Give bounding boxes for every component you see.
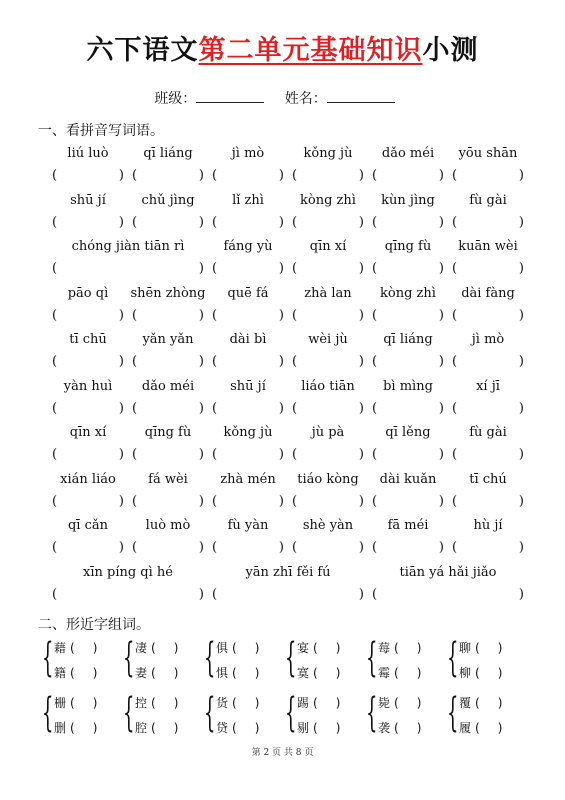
pinyin-word: dài bì — [229, 332, 267, 347]
pinyin-word: kǒng jù — [303, 146, 353, 161]
char-pair — [204, 692, 284, 738]
answer-blank[interactable]: () — [313, 696, 359, 710]
char-label: 覆 — [459, 696, 472, 710]
answer-blank[interactable]: ( ) — [452, 400, 524, 416]
pinyin-row — [48, 425, 528, 472]
answer-blank[interactable]: ( ) — [132, 354, 204, 369]
answer-blank[interactable]: ( ) — [212, 586, 364, 602]
char-label: 踢 — [297, 696, 310, 710]
title-part-1: 六下语文 — [86, 35, 199, 66]
char-entry[interactable] — [459, 719, 520, 736]
answer-blank[interactable]: () — [394, 721, 440, 735]
brace-icon: { — [204, 690, 216, 736]
char-entry[interactable] — [297, 664, 358, 681]
answer-blank[interactable]: ( ) — [132, 307, 204, 323]
title-highlight: 第二单元基础知识 — [198, 35, 423, 66]
answer-blank[interactable]: () — [70, 696, 116, 710]
answer-blank[interactable]: ( ) — [52, 168, 124, 183]
brace-icon: { — [123, 690, 135, 736]
class-label: 班级： — [154, 91, 197, 107]
answer-blank[interactable]: ( ) — [292, 354, 364, 369]
brace-icon: { — [204, 635, 216, 681]
answer-blank[interactable]: ( ) — [292, 400, 364, 416]
pinyin-word: qīng fù — [384, 239, 432, 254]
answer-blank[interactable]: () — [232, 666, 278, 680]
pinyin-word: shēn zhòng — [130, 285, 206, 301]
answer-blank[interactable]: ( ) — [52, 307, 124, 323]
answer-blank[interactable]: ( ) — [212, 214, 284, 230]
answer-blank[interactable]: ( ) — [452, 168, 524, 183]
char-entry[interactable] — [297, 719, 358, 736]
char-entry[interactable] — [216, 639, 277, 656]
pinyin-row — [48, 518, 528, 565]
pinyin-word: zhà mén — [220, 471, 276, 487]
answer-blank[interactable]: ( ) — [52, 354, 124, 369]
answer-blank[interactable]: ( ) — [132, 540, 204, 555]
pinyin-word: kǒng jù — [223, 425, 273, 440]
pinyin-word: liú luò — [67, 146, 109, 161]
answer-blank[interactable]: ( ) — [372, 540, 444, 555]
answer-blank[interactable]: () — [313, 641, 359, 655]
answer-blank[interactable]: ( ) — [452, 261, 524, 276]
pinyin-word: luò mò — [145, 518, 191, 533]
pinyin-word: fù yàn — [227, 518, 269, 533]
char-label: 凄 — [135, 641, 148, 655]
brace-icon: { — [366, 635, 378, 681]
char-label: 袭 — [378, 721, 391, 735]
pinyin-word: xián liáo — [60, 471, 116, 487]
answer-blank[interactable]: () — [232, 641, 278, 655]
pinyin-word: shū jí — [70, 192, 106, 208]
char-pair — [123, 637, 203, 683]
answer-blank[interactable]: () — [313, 721, 359, 735]
answer-blank[interactable]: ( ) — [52, 540, 124, 555]
section1-heading: 一、看拼音写词语。 — [38, 123, 164, 139]
brace-icon: { — [42, 690, 54, 736]
answer-blank[interactable]: () — [475, 666, 521, 680]
answer-blank[interactable]: ( ) — [372, 168, 444, 183]
pinyin-word: zhà lan — [304, 285, 352, 301]
student-info — [0, 88, 565, 108]
char-entry[interactable] — [378, 694, 439, 711]
answer-blank[interactable]: ( ) — [292, 214, 364, 230]
char-label: 妻 — [135, 666, 148, 680]
pinyin-word: tī chū — [69, 332, 107, 347]
answer-blank[interactable]: ( ) — [212, 400, 284, 416]
char-entry[interactable] — [54, 719, 115, 736]
answer-blank[interactable]: ( ) — [52, 493, 124, 509]
char-label: 货 — [216, 696, 229, 710]
char-entry[interactable] — [135, 664, 196, 681]
pinyin-word: tiáo kòng — [297, 471, 359, 487]
brace-icon: { — [42, 635, 54, 681]
pinyin-word: kùn jìng — [381, 192, 435, 208]
pinyin-word: qīn xí — [69, 425, 107, 440]
char-label: 宴 — [297, 641, 310, 655]
pinyin-word: jì mò — [471, 332, 505, 347]
answer-blank[interactable]: () — [475, 721, 521, 735]
pinyin-row — [48, 146, 528, 193]
pinyin-word: tiān yá hǎi jiǎo — [399, 564, 497, 580]
pinyin-row — [48, 472, 528, 519]
pinyin-word: kuān wèi — [458, 239, 518, 254]
answer-blank[interactable]: () — [151, 721, 197, 735]
char-label: 柳 — [459, 666, 472, 680]
answer-blank[interactable]: ( ) — [452, 307, 524, 323]
pinyin-word: qī liáng — [383, 332, 433, 347]
answer-blank[interactable]: ( ) — [452, 354, 524, 369]
char-label: 俱 — [216, 641, 229, 655]
char-entry[interactable] — [216, 694, 277, 711]
pinyin-grid — [48, 146, 528, 611]
char-entry[interactable] — [216, 719, 277, 736]
pinyin-word: xí jī — [476, 378, 500, 394]
answer-blank[interactable]: ( ) — [132, 400, 204, 416]
pinyin-word: fá wèi — [148, 471, 188, 487]
char-pair — [366, 637, 446, 683]
answer-blank[interactable]: ( ) — [52, 400, 124, 416]
char-pair — [42, 692, 122, 738]
pinyin-word: fā méi — [387, 518, 429, 533]
char-entry[interactable] — [135, 719, 196, 736]
pinyin-row — [48, 332, 528, 379]
answer-blank[interactable]: ( ) — [292, 307, 364, 323]
char-pair — [366, 692, 446, 738]
answer-blank[interactable]: ( ) — [292, 493, 364, 509]
answer-blank[interactable]: () — [313, 666, 359, 680]
pinyin-word: hù jí — [473, 518, 503, 533]
char-entry[interactable] — [297, 639, 358, 656]
class-field[interactable] — [196, 90, 264, 103]
pinyin-word: quē fá — [227, 285, 269, 301]
char-label: 履 — [459, 721, 472, 735]
answer-blank[interactable]: () — [151, 666, 197, 680]
pinyin-word: yàn huì — [63, 378, 113, 394]
pinyin-word: fù gài — [469, 425, 507, 440]
char-pair — [123, 692, 203, 738]
answer-blank[interactable]: () — [394, 696, 440, 710]
answer-blank[interactable]: ( ) — [212, 168, 284, 183]
brace-icon: { — [123, 635, 135, 681]
char-label: 贷 — [216, 721, 229, 735]
answer-blank[interactable]: ( ) — [372, 214, 444, 230]
answer-blank[interactable]: () — [232, 696, 278, 710]
char-label: 霉 — [378, 666, 391, 680]
char-label: 籍 — [54, 666, 67, 680]
answer-blank[interactable]: ( ) — [452, 447, 524, 462]
answer-blank[interactable]: ( ) — [212, 447, 284, 462]
name-field[interactable] — [327, 90, 395, 103]
char-pair — [204, 637, 284, 683]
char-entry[interactable] — [216, 664, 277, 681]
pinyin-word: kòng zhì — [300, 192, 356, 208]
pinyin-word: dǎo méi — [381, 146, 435, 161]
answer-blank[interactable]: ( ) — [52, 261, 204, 276]
answer-blank[interactable]: ( ) — [52, 586, 204, 602]
char-entry[interactable] — [54, 694, 115, 711]
answer-blank[interactable]: ( ) — [132, 168, 204, 183]
char-entry[interactable] — [459, 639, 520, 656]
pinyin-word: fù gài — [469, 192, 507, 208]
answer-blank[interactable]: () — [151, 641, 197, 655]
answer-blank[interactable]: ( ) — [372, 261, 444, 276]
pinyin-row — [48, 239, 528, 286]
char-label: 寞 — [297, 666, 310, 680]
answer-blank[interactable]: ( ) — [372, 586, 524, 602]
pinyin-word: yān zhī fěi fú — [245, 564, 331, 580]
pinyin-word: qīn xí — [309, 239, 347, 254]
char-label: 剔 — [297, 721, 310, 735]
answer-blank[interactable]: ( ) — [372, 447, 444, 462]
pinyin-word: shè yàn — [302, 518, 354, 533]
answer-blank[interactable]: ( ) — [372, 307, 444, 323]
brace-icon: { — [285, 690, 297, 736]
char-pair — [285, 637, 365, 683]
answer-blank[interactable]: () — [394, 666, 440, 680]
pinyin-word: qī cǎn — [67, 518, 108, 533]
pinyin-row — [48, 565, 528, 612]
char-label: 莓 — [378, 641, 391, 655]
char-entry[interactable] — [54, 664, 115, 681]
answer-blank[interactable]: () — [70, 641, 116, 655]
pinyin-word: liáo tiān — [301, 378, 355, 394]
char-label: 删 — [54, 721, 67, 735]
answer-blank[interactable]: ( ) — [212, 540, 284, 555]
name-label: 姓名： — [284, 91, 327, 107]
answer-blank[interactable]: () — [475, 696, 521, 710]
char-pair — [285, 692, 365, 738]
char-entry[interactable] — [54, 639, 115, 656]
pinyin-word: dài fàng — [461, 285, 515, 301]
char-entry[interactable] — [378, 664, 439, 681]
char-label: 惧 — [216, 666, 229, 680]
char-entry[interactable] — [459, 694, 520, 711]
pinyin-word: chǔ jìng — [141, 192, 195, 208]
char-entry[interactable] — [135, 639, 196, 656]
answer-blank[interactable]: () — [475, 641, 521, 655]
pinyin-word: dài kuǎn — [379, 471, 437, 487]
pinyin-row — [48, 379, 528, 426]
pinyin-word: lǐ zhì — [232, 192, 264, 208]
char-entry[interactable] — [378, 719, 439, 736]
answer-blank[interactable]: ( ) — [372, 493, 444, 509]
page-footer: 第 2 页 共 8 页 — [251, 748, 314, 758]
char-label: 毙 — [378, 696, 391, 710]
pinyin-word: shū jí — [230, 378, 266, 394]
pinyin-word: qī liáng — [143, 146, 193, 161]
answer-blank[interactable]: ( ) — [292, 168, 364, 183]
char-pair — [447, 692, 527, 738]
char-entry[interactable] — [135, 694, 196, 711]
pinyin-word: xīn píng qì hé — [83, 564, 173, 580]
pinyin-word: qī lěng — [385, 425, 431, 440]
section2-heading: 二、形近字组词。 — [38, 617, 150, 633]
char-entry[interactable] — [459, 664, 520, 681]
brace-icon: { — [285, 635, 297, 681]
page-title — [0, 28, 565, 67]
brace-icon: { — [366, 690, 378, 736]
answer-blank[interactable]: ( ) — [452, 214, 524, 230]
answer-blank[interactable]: ( ) — [292, 261, 364, 276]
answer-blank[interactable]: ( ) — [292, 540, 364, 555]
answer-blank[interactable]: ( ) — [452, 540, 524, 555]
pinyin-word: tī chú — [469, 471, 507, 487]
char-label: 控 — [135, 696, 148, 710]
answer-blank[interactable]: ( ) — [292, 447, 364, 462]
char-label: 聊 — [459, 641, 472, 655]
answer-blank[interactable]: ( ) — [132, 447, 204, 462]
char-label: 藉 — [54, 641, 67, 655]
answer-blank[interactable]: ( ) — [132, 493, 204, 509]
pinyin-word: kòng zhì — [380, 285, 436, 301]
pinyin-word: pāo qì — [67, 285, 109, 301]
pinyin-word: fáng yù — [223, 239, 273, 254]
char-label: 栅 — [54, 696, 67, 710]
title-part-3: 小测 — [422, 35, 479, 66]
pinyin-word: chóng jiàn tiān rì — [71, 239, 185, 254]
pinyin-word: yōu shān — [458, 146, 518, 161]
pinyin-row — [48, 193, 528, 240]
answer-blank[interactable]: ( ) — [212, 493, 284, 509]
char-label: 腔 — [135, 721, 148, 735]
brace-icon: { — [447, 690, 459, 736]
answer-blank[interactable]: () — [70, 666, 116, 680]
char-pair — [447, 637, 527, 683]
answer-blank[interactable]: ( ) — [372, 354, 444, 369]
answer-blank[interactable]: ( ) — [52, 214, 124, 230]
pinyin-word: qīng fù — [144, 425, 192, 440]
pinyin-word: jì mò — [231, 146, 265, 161]
answer-blank[interactable]: () — [394, 641, 440, 655]
answer-blank[interactable]: ( ) — [132, 214, 204, 230]
pinyin-row — [48, 286, 528, 333]
pinyin-word: wèi jù — [308, 332, 348, 347]
answer-blank[interactable]: ( ) — [372, 400, 444, 416]
pinyin-word: dǎo méi — [141, 378, 195, 394]
pinyin-word: bì mìng — [383, 378, 433, 394]
answer-blank[interactable]: ( ) — [452, 493, 524, 509]
answer-blank[interactable]: ( ) — [212, 354, 284, 369]
answer-blank[interactable]: ( ) — [52, 447, 124, 462]
char-pair — [42, 637, 122, 683]
char-entry[interactable] — [297, 694, 358, 711]
brace-icon: { — [447, 635, 459, 681]
pinyin-word: jù pà — [311, 425, 345, 440]
answer-blank[interactable]: () — [70, 721, 116, 735]
answer-blank[interactable]: ( ) — [212, 261, 284, 276]
pinyin-word: yǎn yǎn — [142, 332, 194, 347]
answer-blank[interactable]: () — [151, 696, 197, 710]
answer-blank[interactable]: () — [232, 721, 278, 735]
answer-blank[interactable]: ( ) — [212, 307, 284, 323]
char-entry[interactable] — [378, 639, 439, 656]
